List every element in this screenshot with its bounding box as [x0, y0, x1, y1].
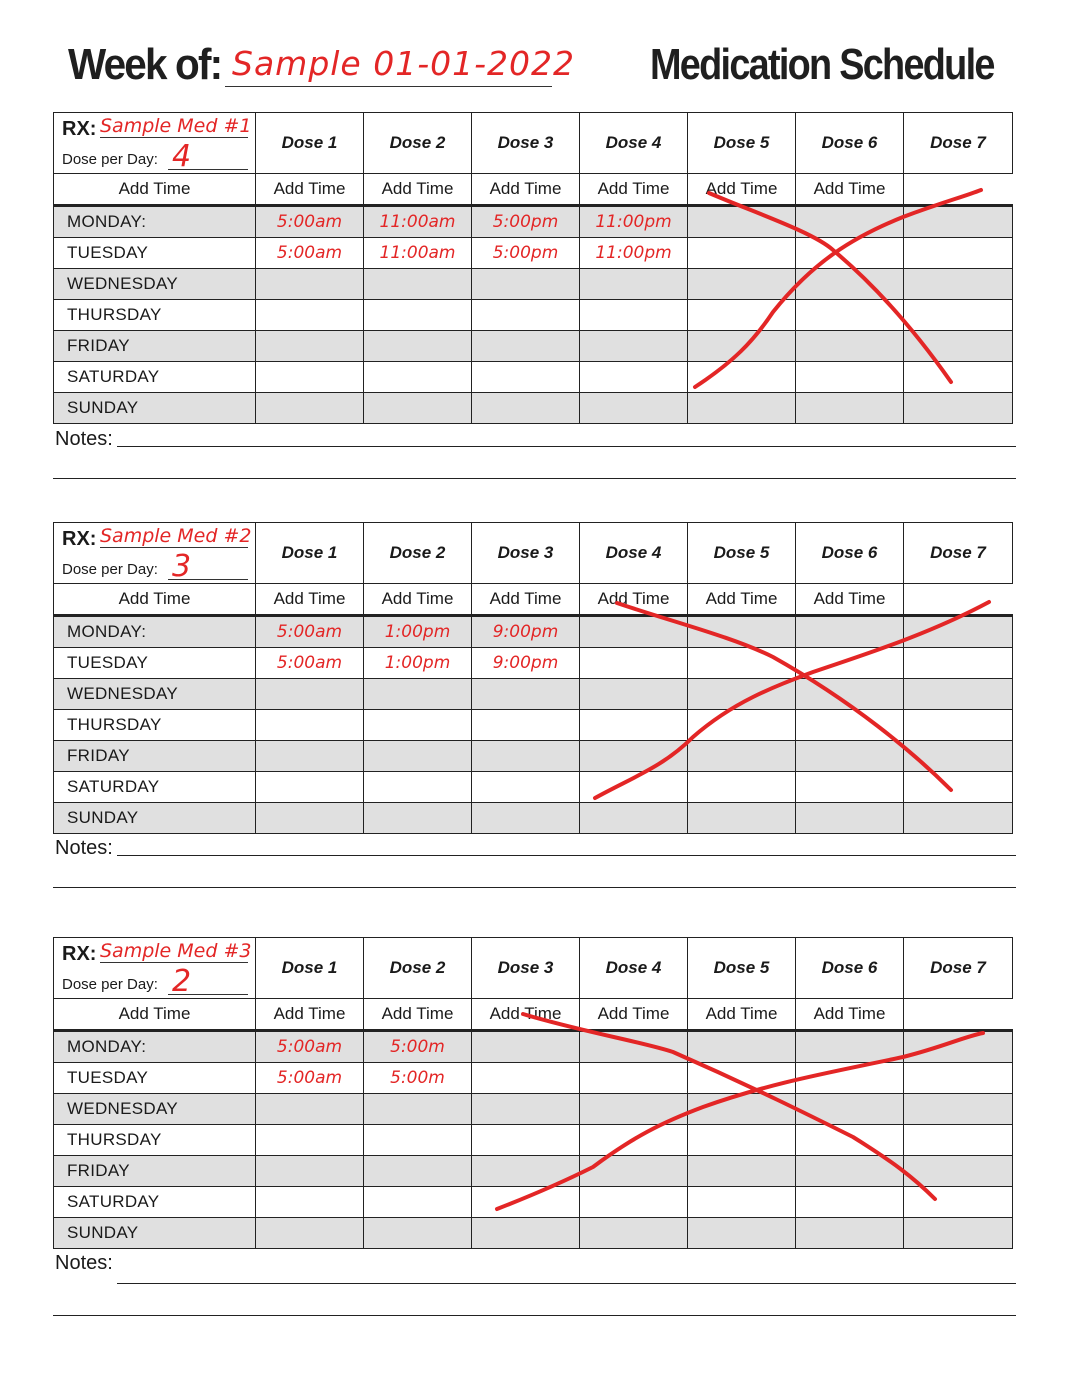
- dose-header-1: Dose 1: [256, 113, 364, 174]
- time-cell[interactable]: [580, 710, 688, 741]
- day-row: [54, 710, 1013, 741]
- day-row: [54, 362, 1013, 393]
- time-cell[interactable]: [364, 679, 472, 710]
- rx-label: RX:: [62, 943, 97, 965]
- rx-label: RX:: [62, 528, 97, 550]
- time-cell[interactable]: [364, 1125, 472, 1156]
- time-cell[interactable]: 9:00pm: [472, 648, 580, 679]
- dose-header-3: Dose 3: [472, 938, 580, 999]
- time-cell[interactable]: [904, 1218, 1013, 1249]
- day-label: SUNDAY: [54, 393, 256, 424]
- time-cell[interactable]: [904, 741, 1013, 772]
- time-cell[interactable]: [904, 772, 1013, 803]
- time-cell[interactable]: [580, 616, 688, 648]
- time-cell[interactable]: [472, 1094, 580, 1125]
- day-row: [54, 393, 1013, 424]
- time-cell[interactable]: [256, 679, 364, 710]
- day-label: SUNDAY: [54, 1218, 256, 1249]
- day-label: THURSDAY: [54, 300, 256, 331]
- schedule-table: [53, 522, 1013, 834]
- dose-per-day-underline: [168, 169, 248, 170]
- add-time-cell-7[interactable]: Add Time: [796, 999, 904, 1031]
- time-cell[interactable]: 5:00am: [256, 206, 364, 238]
- time-cell[interactable]: [364, 710, 472, 741]
- time-cell[interactable]: [472, 1031, 580, 1063]
- time-cell[interactable]: 5:00m: [364, 1031, 472, 1063]
- time-cell[interactable]: [364, 362, 472, 393]
- day-row: [54, 1063, 1013, 1094]
- day-row: [54, 300, 1013, 331]
- time-cell[interactable]: [904, 679, 1013, 710]
- dose-header-7: Dose 7: [904, 938, 1013, 999]
- time-cell[interactable]: [256, 300, 364, 331]
- add-time-cell-5[interactable]: Add Time: [580, 174, 688, 206]
- day-row: [54, 648, 1013, 679]
- time-cell[interactable]: [688, 616, 796, 648]
- day-label: THURSDAY: [54, 1125, 256, 1156]
- time-cell[interactable]: [580, 1187, 688, 1218]
- time-cell[interactable]: [580, 648, 688, 679]
- time-cell[interactable]: [904, 393, 1013, 424]
- time-cell[interactable]: [472, 772, 580, 803]
- dose-header-6: Dose 6: [796, 523, 904, 584]
- dose-header-1: Dose 1: [256, 523, 364, 584]
- time-cell[interactable]: [364, 300, 472, 331]
- time-cell[interactable]: [904, 1187, 1013, 1218]
- time-cell[interactable]: [472, 741, 580, 772]
- time-cell[interactable]: 11:00pm: [580, 238, 688, 269]
- notes-label-2: Notes:: [55, 837, 113, 859]
- medication-schedule-block-3: [53, 937, 1012, 1249]
- time-cell[interactable]: [364, 269, 472, 300]
- time-cell[interactable]: 5:00am: [256, 238, 364, 269]
- day-row: [54, 269, 1013, 300]
- dose-header-4: Dose 4: [580, 113, 688, 174]
- notes-line-2b[interactable]: [53, 887, 1016, 888]
- time-cell[interactable]: [688, 710, 796, 741]
- time-cell[interactable]: [256, 803, 364, 834]
- time-cell[interactable]: 5:00am: [256, 1063, 364, 1094]
- rx-name-field[interactable]: Sample Med #2: [100, 525, 252, 547]
- time-cell[interactable]: [904, 616, 1013, 648]
- notes-line-3b[interactable]: [53, 1315, 1016, 1316]
- add-time-cell-2[interactable]: Add Time: [256, 584, 364, 616]
- rx-name-field[interactable]: Sample Med #1: [100, 115, 252, 137]
- time-cell[interactable]: [688, 238, 796, 269]
- notes-label-1: Notes:: [55, 428, 113, 450]
- time-cell[interactable]: [796, 362, 904, 393]
- time-cell[interactable]: [688, 269, 796, 300]
- time-cell[interactable]: [796, 741, 904, 772]
- medication-schedule-block-1: [53, 112, 1012, 424]
- day-row: [54, 741, 1013, 772]
- notes-line-1b[interactable]: [53, 478, 1016, 479]
- notes-line-2a[interactable]: [117, 855, 1016, 856]
- time-cell[interactable]: [904, 300, 1013, 331]
- time-cell[interactable]: [256, 1187, 364, 1218]
- day-label: SATURDAY: [54, 362, 256, 393]
- dose-header-2: Dose 2: [364, 938, 472, 999]
- time-cell[interactable]: [904, 1125, 1013, 1156]
- time-cell[interactable]: [796, 679, 904, 710]
- time-cell[interactable]: [256, 772, 364, 803]
- time-cell[interactable]: [580, 331, 688, 362]
- time-cell[interactable]: 1:00pm: [364, 616, 472, 648]
- add-time-cell-1[interactable]: Add Time: [54, 174, 256, 206]
- time-cell[interactable]: [796, 1156, 904, 1187]
- add-time-cell-6[interactable]: Add Time: [688, 999, 796, 1031]
- add-time-cell-5[interactable]: Add Time: [580, 584, 688, 616]
- add-time-cell-3[interactable]: Add Time: [364, 174, 472, 206]
- time-cell[interactable]: [472, 331, 580, 362]
- dose-per-day-underline: [168, 579, 248, 580]
- time-cell[interactable]: [904, 238, 1013, 269]
- time-cell[interactable]: [904, 1031, 1013, 1063]
- time-cell[interactable]: [580, 300, 688, 331]
- dose-header-3: Dose 3: [472, 523, 580, 584]
- rx-cell: [54, 113, 256, 174]
- schedule-table: [53, 112, 1013, 424]
- day-label: TUESDAY: [54, 1063, 256, 1094]
- dose-header-5: Dose 5: [688, 938, 796, 999]
- time-cell[interactable]: [688, 300, 796, 331]
- time-cell[interactable]: [796, 331, 904, 362]
- time-cell[interactable]: [796, 616, 904, 648]
- time-cell[interactable]: [796, 710, 904, 741]
- time-cell[interactable]: 11:00am: [364, 206, 472, 238]
- add-time-cell-7[interactable]: Add Time: [796, 174, 904, 206]
- time-cell[interactable]: [796, 393, 904, 424]
- week-of-label: Week of:: [68, 40, 222, 89]
- day-row: [54, 616, 1013, 648]
- time-cell[interactable]: [796, 1125, 904, 1156]
- time-cell[interactable]: 5:00am: [256, 648, 364, 679]
- add-time-cell-3[interactable]: Add Time: [364, 584, 472, 616]
- time-cell[interactable]: 9:00pm: [472, 616, 580, 648]
- time-cell[interactable]: [796, 269, 904, 300]
- time-cell[interactable]: [688, 1094, 796, 1125]
- time-cell[interactable]: [904, 1094, 1013, 1125]
- time-cell[interactable]: 5:00m: [364, 1063, 472, 1094]
- time-cell[interactable]: [904, 1063, 1013, 1094]
- day-label: MONDAY:: [54, 616, 256, 648]
- time-cell[interactable]: [580, 1218, 688, 1249]
- time-cell[interactable]: [472, 1218, 580, 1249]
- time-cell[interactable]: [256, 269, 364, 300]
- time-cell[interactable]: 11:00am: [364, 238, 472, 269]
- rx-cell: [54, 523, 256, 584]
- time-cell[interactable]: [580, 1094, 688, 1125]
- notes-label-3: Notes:: [55, 1252, 113, 1274]
- time-cell[interactable]: [796, 206, 904, 238]
- time-cell[interactable]: [256, 1218, 364, 1249]
- time-cell[interactable]: [472, 710, 580, 741]
- day-label: SUNDAY: [54, 803, 256, 834]
- time-cell[interactable]: [580, 1125, 688, 1156]
- time-cell[interactable]: [688, 362, 796, 393]
- time-cell[interactable]: [796, 803, 904, 834]
- add-time-cell-2[interactable]: Add Time: [256, 174, 364, 206]
- time-cell[interactable]: [796, 1094, 904, 1125]
- dose-header-7: Dose 7: [904, 113, 1013, 174]
- time-cell[interactable]: [580, 1063, 688, 1094]
- time-cell[interactable]: [904, 206, 1013, 238]
- day-row: [54, 206, 1013, 238]
- time-cell[interactable]: [472, 803, 580, 834]
- day-label: FRIDAY: [54, 741, 256, 772]
- notes-line-3a[interactable]: [117, 1283, 1016, 1284]
- time-cell[interactable]: [364, 772, 472, 803]
- time-cell[interactable]: [364, 331, 472, 362]
- add-time-cell-6[interactable]: Add Time: [688, 584, 796, 616]
- schedule-table: [53, 937, 1013, 1249]
- dose-header-4: Dose 4: [580, 523, 688, 584]
- time-cell[interactable]: [796, 1187, 904, 1218]
- time-cell[interactable]: [580, 1031, 688, 1063]
- time-cell[interactable]: 5:00pm: [472, 206, 580, 238]
- add-time-cell-2[interactable]: Add Time: [256, 999, 364, 1031]
- time-cell[interactable]: [580, 362, 688, 393]
- time-cell[interactable]: [580, 741, 688, 772]
- time-cell[interactable]: [688, 1156, 796, 1187]
- time-cell[interactable]: [796, 1218, 904, 1249]
- dose-header-3: Dose 3: [472, 113, 580, 174]
- add-time-cell-5[interactable]: Add Time: [580, 999, 688, 1031]
- time-cell[interactable]: [796, 238, 904, 269]
- time-cell[interactable]: [580, 269, 688, 300]
- time-cell[interactable]: 5:00am: [256, 1031, 364, 1063]
- time-cell[interactable]: [364, 1094, 472, 1125]
- time-cell[interactable]: [796, 772, 904, 803]
- dose-per-day-field[interactable]: 4: [172, 139, 192, 174]
- day-row: [54, 238, 1013, 269]
- time-cell[interactable]: [688, 1187, 796, 1218]
- rx-name-field[interactable]: Sample Med #3: [100, 940, 252, 962]
- dose-header-6: Dose 6: [796, 938, 904, 999]
- page-title: Medication Schedule: [650, 40, 994, 89]
- week-of-underline: [225, 86, 552, 87]
- time-cell[interactable]: [904, 269, 1013, 300]
- dose-header-7: Dose 7: [904, 523, 1013, 584]
- time-cell[interactable]: [472, 1187, 580, 1218]
- time-cell[interactable]: [688, 772, 796, 803]
- time-cell[interactable]: [796, 300, 904, 331]
- dose-per-day-label: Dose per Day:: [62, 976, 158, 993]
- time-cell[interactable]: 11:00pm: [580, 206, 688, 238]
- week-of-value[interactable]: Sample 01-01-2022: [232, 44, 576, 83]
- day-label: MONDAY:: [54, 1031, 256, 1063]
- time-cell[interactable]: [256, 331, 364, 362]
- time-cell[interactable]: [256, 1094, 364, 1125]
- time-cell[interactable]: [472, 1156, 580, 1187]
- dose-per-day-underline: [168, 994, 248, 995]
- time-cell[interactable]: [796, 648, 904, 679]
- dose-header-2: Dose 2: [364, 113, 472, 174]
- day-row: [54, 803, 1013, 834]
- add-time-cell-4[interactable]: Add Time: [472, 584, 580, 616]
- time-cell[interactable]: [364, 1156, 472, 1187]
- add-time-cell-3[interactable]: Add Time: [364, 999, 472, 1031]
- medication-schedule-block-2: [53, 522, 1012, 834]
- time-cell[interactable]: [472, 1063, 580, 1094]
- time-cell[interactable]: [580, 772, 688, 803]
- time-cell[interactable]: [688, 741, 796, 772]
- time-cell[interactable]: [688, 648, 796, 679]
- time-cell[interactable]: [904, 331, 1013, 362]
- day-label: WEDNESDAY: [54, 1094, 256, 1125]
- add-time-cell-1[interactable]: Add Time: [54, 999, 256, 1031]
- day-label: WEDNESDAY: [54, 679, 256, 710]
- time-cell[interactable]: [472, 300, 580, 331]
- time-cell[interactable]: 1:00pm: [364, 648, 472, 679]
- time-cell[interactable]: [472, 1125, 580, 1156]
- dose-per-day-field[interactable]: 2: [172, 964, 192, 999]
- add-time-cell-7[interactable]: Add Time: [796, 584, 904, 616]
- day-row: [54, 1218, 1013, 1249]
- rx-label: RX:: [62, 118, 97, 140]
- day-label: TUESDAY: [54, 648, 256, 679]
- time-cell[interactable]: [256, 393, 364, 424]
- time-cell[interactable]: [364, 803, 472, 834]
- day-label: FRIDAY: [54, 1156, 256, 1187]
- add-time-cell-1[interactable]: Add Time: [54, 584, 256, 616]
- add-time-cell-4[interactable]: Add Time: [472, 999, 580, 1031]
- dose-header-6: Dose 6: [796, 113, 904, 174]
- add-time-cell-4[interactable]: Add Time: [472, 174, 580, 206]
- time-cell[interactable]: [472, 362, 580, 393]
- time-cell[interactable]: [256, 1125, 364, 1156]
- time-cell[interactable]: [688, 393, 796, 424]
- time-cell[interactable]: [472, 679, 580, 710]
- time-cell[interactable]: [256, 362, 364, 393]
- time-cell[interactable]: [472, 269, 580, 300]
- rx-cell: [54, 938, 256, 999]
- time-cell[interactable]: [364, 393, 472, 424]
- dose-per-day-label: Dose per Day:: [62, 151, 158, 168]
- day-row: [54, 331, 1013, 362]
- dose-per-day-field[interactable]: 3: [172, 549, 192, 584]
- time-cell[interactable]: 5:00am: [256, 616, 364, 648]
- time-cell[interactable]: [904, 1156, 1013, 1187]
- time-cell[interactable]: [256, 741, 364, 772]
- time-cell[interactable]: [796, 1031, 904, 1063]
- time-cell[interactable]: [364, 741, 472, 772]
- time-cell[interactable]: [580, 1156, 688, 1187]
- time-cell[interactable]: [580, 803, 688, 834]
- time-cell[interactable]: [688, 1063, 796, 1094]
- time-cell[interactable]: [256, 710, 364, 741]
- time-cell[interactable]: [904, 648, 1013, 679]
- dose-header-2: Dose 2: [364, 523, 472, 584]
- time-cell[interactable]: [904, 362, 1013, 393]
- time-cell[interactable]: [688, 206, 796, 238]
- time-cell[interactable]: [688, 679, 796, 710]
- day-row: [54, 1156, 1013, 1187]
- time-cell[interactable]: [796, 1063, 904, 1094]
- dose-per-day-label: Dose per Day:: [62, 561, 158, 578]
- time-cell[interactable]: [904, 803, 1013, 834]
- notes-line-1a[interactable]: [117, 446, 1016, 447]
- dose-header-4: Dose 4: [580, 938, 688, 999]
- day-row: [54, 1125, 1013, 1156]
- day-label: WEDNESDAY: [54, 269, 256, 300]
- day-label: TUESDAY: [54, 238, 256, 269]
- time-cell[interactable]: [256, 1156, 364, 1187]
- time-cell[interactable]: [472, 393, 580, 424]
- day-row: [54, 679, 1013, 710]
- time-cell[interactable]: [580, 679, 688, 710]
- time-cell[interactable]: [688, 331, 796, 362]
- day-row: [54, 1031, 1013, 1063]
- day-row: [54, 772, 1013, 803]
- add-time-cell-6[interactable]: Add Time: [688, 174, 796, 206]
- time-cell[interactable]: [688, 803, 796, 834]
- day-label: MONDAY:: [54, 206, 256, 238]
- day-row: [54, 1094, 1013, 1125]
- time-cell[interactable]: [688, 1031, 796, 1063]
- dose-header-5: Dose 5: [688, 523, 796, 584]
- day-label: FRIDAY: [54, 331, 256, 362]
- day-row: [54, 1187, 1013, 1218]
- dose-header-5: Dose 5: [688, 113, 796, 174]
- time-cell[interactable]: [580, 393, 688, 424]
- day-label: SATURDAY: [54, 772, 256, 803]
- day-label: THURSDAY: [54, 710, 256, 741]
- day-label: SATURDAY: [54, 1187, 256, 1218]
- time-cell[interactable]: [904, 710, 1013, 741]
- time-cell[interactable]: [688, 1218, 796, 1249]
- time-cell[interactable]: [364, 1218, 472, 1249]
- time-cell[interactable]: [364, 1187, 472, 1218]
- time-cell[interactable]: 5:00pm: [472, 238, 580, 269]
- time-cell[interactable]: [688, 1125, 796, 1156]
- dose-header-1: Dose 1: [256, 938, 364, 999]
